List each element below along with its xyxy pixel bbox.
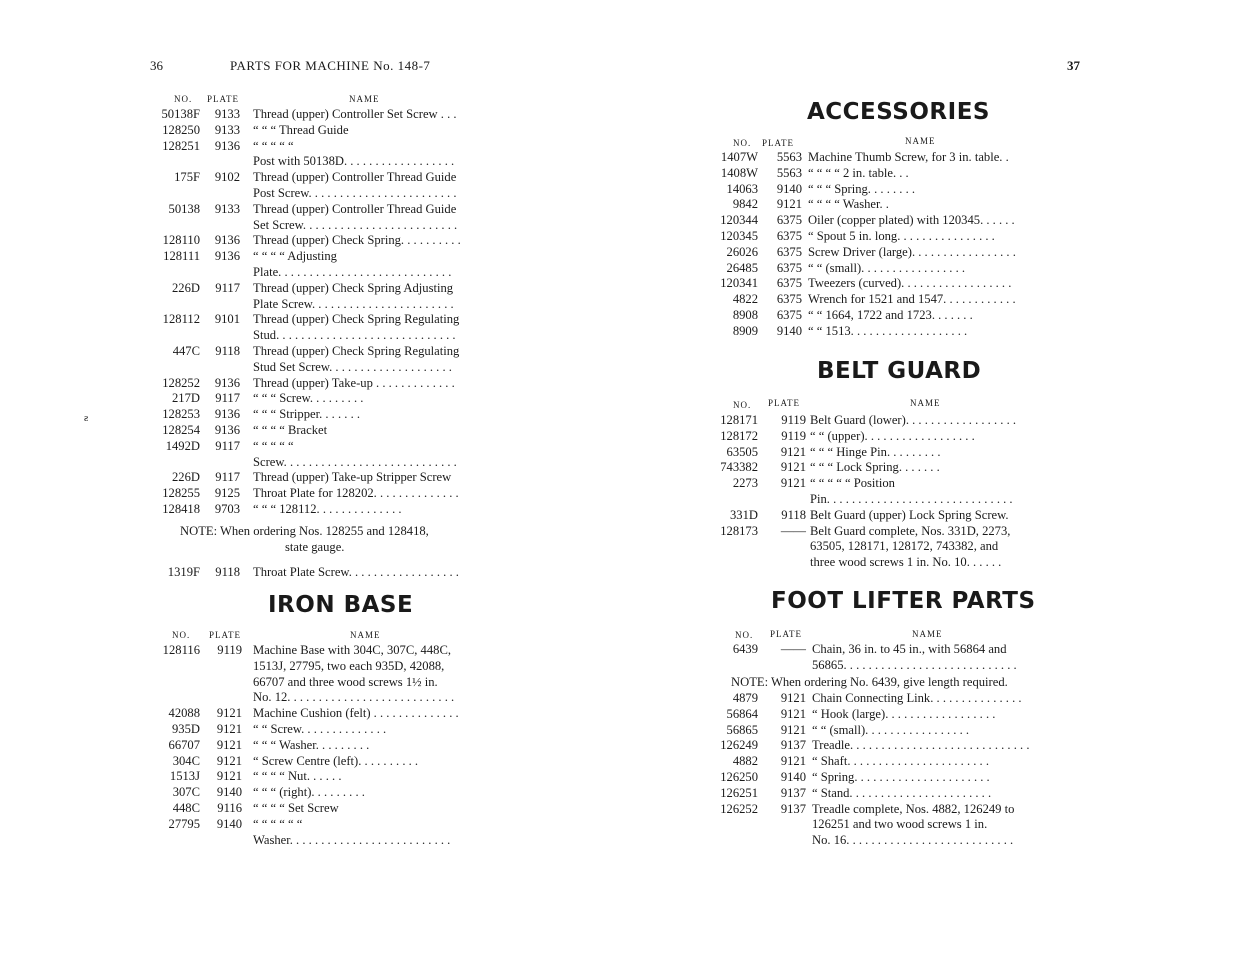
table-row xyxy=(150,328,490,344)
table-row xyxy=(150,785,490,801)
table-row xyxy=(708,833,1048,849)
part-number: 128255 xyxy=(162,486,200,501)
part-name: Plate Screw. . . . . . . . . . . . . . . . . . . . . . . xyxy=(253,296,454,311)
plate-number: 9136 xyxy=(214,249,240,264)
table-row xyxy=(708,429,1048,445)
belt-guard-col-plate: PLATE xyxy=(768,398,800,408)
column-header-plate: PLATE xyxy=(207,94,239,104)
part-number: 8908 xyxy=(732,307,758,322)
part-name: Washer. . . . . . . . . . . . . . . . . . . . . . . . . . xyxy=(253,832,451,847)
plate-number: 9133 xyxy=(214,107,240,121)
iron-base-col-no: NO. xyxy=(172,630,191,640)
plate-number: 9117 xyxy=(215,280,240,295)
table-row xyxy=(150,344,490,360)
part-name: “ “ “ 128112. . . . . . . . . . . . . . xyxy=(253,501,402,516)
part-name: “ “ “ Hinge Pin. . . . . . . . . xyxy=(810,444,941,459)
part-number: 128110 xyxy=(162,233,200,248)
part-name: “ “ “ “ “ Position xyxy=(810,476,895,491)
part-name: “ “ “ Thread Guide xyxy=(253,122,349,137)
part-number: 448C xyxy=(172,800,200,815)
heading-belt-guard: BELT GUARD xyxy=(817,358,982,384)
foot-lifter-list xyxy=(708,642,1048,674)
table-row xyxy=(150,376,490,392)
table-row xyxy=(150,754,490,770)
part-name: Stud Set Screw. . . . . . . . . . . . . . . . . . . . xyxy=(253,359,452,374)
part-number: 6439 xyxy=(732,642,758,656)
table-row xyxy=(150,202,490,218)
part-name: Machine Base with 304C, 307C, 448C, xyxy=(253,643,451,657)
plate-number: 9140 xyxy=(776,181,802,196)
part-number: 56865 xyxy=(726,722,758,737)
table-row xyxy=(708,150,1048,166)
plate-number: 9136 xyxy=(214,422,240,437)
part-name: Thread (upper) Check Spring Regulating xyxy=(253,312,460,327)
column-header-name: NAME xyxy=(349,94,380,104)
plate-number: 9121 xyxy=(776,197,802,212)
table-row xyxy=(150,233,490,249)
table-row xyxy=(708,492,1048,508)
part-name: “ “ “ Stripper. . . . . . . xyxy=(253,407,361,422)
accessories-col-name: NAME xyxy=(905,136,936,146)
table-row xyxy=(708,786,1048,802)
plate-number: —— xyxy=(780,642,806,656)
plate-number: 9121 xyxy=(780,691,806,705)
part-number: 128418 xyxy=(162,501,200,516)
belt-guard-list xyxy=(708,413,1048,571)
table-row xyxy=(150,123,490,139)
plate-number: 9703 xyxy=(214,501,240,516)
table-row xyxy=(708,707,1048,723)
table-row xyxy=(150,833,490,849)
part-name: Thread (upper) Controller Thread Guide xyxy=(253,201,457,216)
table-row xyxy=(150,281,490,297)
part-name: “ “ “ “ Adjusting xyxy=(253,249,337,264)
part-name: Post with 50138D. . . . . . . . . . . . . . . . . . xyxy=(253,154,455,169)
part-number: 128172 xyxy=(720,428,758,443)
part-number: 27795 xyxy=(168,816,200,831)
table-row xyxy=(150,312,490,328)
part-name: “ “ (small). . . . . . . . . . . . . . . . . xyxy=(808,260,966,275)
part-number: 128250 xyxy=(162,122,200,137)
running-head: PARTS FOR MACHINE No. 148-7 xyxy=(230,58,431,73)
part-number: 128112 xyxy=(162,312,200,327)
plate-number: 9136 xyxy=(214,407,240,422)
table-row xyxy=(150,170,490,186)
plate-number: 9118 xyxy=(781,507,806,522)
part-number: 226D xyxy=(172,470,200,485)
plate-number: 9136 xyxy=(214,233,240,248)
part-name: Machine Cushion (felt) . . . . . . . . . . . . . . xyxy=(253,706,459,721)
table-row xyxy=(708,817,1048,833)
plate-number: 9102 xyxy=(214,170,240,185)
table-row xyxy=(708,802,1048,818)
foot-lifter-col-plate: PLATE xyxy=(770,629,802,639)
part-name: three wood screws 1 in. No. 10. . . . . . xyxy=(810,555,1002,570)
table-row xyxy=(708,166,1048,182)
part-number: 126251 xyxy=(720,785,758,800)
plate-number: 9137 xyxy=(780,738,806,753)
table-row xyxy=(150,470,490,486)
table-row xyxy=(150,690,490,706)
part-name: Treadle. . . . . . . . . . . . . . . . . . . . . . . . . . . . . xyxy=(812,738,1030,753)
table-row xyxy=(708,308,1048,324)
part-name: Belt Guard (upper) Lock Spring Screw. xyxy=(810,507,1009,522)
part-number: 126249 xyxy=(720,738,758,753)
table-row xyxy=(708,770,1048,786)
table-row xyxy=(708,460,1048,476)
part-name: “ “ “ Washer. . . . . . . . . xyxy=(253,737,370,752)
table-row xyxy=(708,324,1048,340)
part-name: Pin. . . . . . . . . . . . . . . . . . . . . . . . . . . . . . xyxy=(810,491,1013,506)
table-row xyxy=(150,423,490,439)
plate-number: 6375 xyxy=(776,213,802,228)
parts-list-left xyxy=(150,107,490,518)
table-row xyxy=(708,524,1048,540)
table-row xyxy=(708,182,1048,198)
part-name: “ Hook (large). . . . . . . . . . . . . . . . . . xyxy=(812,706,996,721)
plate-number: 9121 xyxy=(780,444,806,459)
plate-number: 9121 xyxy=(780,476,806,491)
parts-list-left-extra xyxy=(150,565,490,581)
table-row xyxy=(150,154,490,170)
plate-number: 9121 xyxy=(780,460,806,475)
part-name: “ Stand. . . . . . . . . . . . . . . . . . . . . . . xyxy=(812,785,992,800)
part-name: “ “ “ “ 2 in. table. . . xyxy=(808,165,909,180)
plate-number: 9140 xyxy=(216,785,242,800)
table-row xyxy=(150,107,490,123)
plate-number: 9121 xyxy=(216,737,242,752)
heading-foot-lifter-parts: FOOT LIFTER PARTS xyxy=(771,588,1036,614)
plate-number: 9121 xyxy=(216,721,242,736)
plate-number: 9125 xyxy=(214,486,240,501)
table-row xyxy=(708,261,1048,277)
table-row xyxy=(150,675,490,691)
part-name: 1513J, 27795, two each 935D, 42088, xyxy=(253,658,445,673)
plate-number: 9133 xyxy=(214,122,240,137)
part-number: 128173 xyxy=(720,523,758,538)
part-number: 63505 xyxy=(726,444,758,459)
part-name: 56865. . . . . . . . . . . . . . . . . . . . . . . . . . . . xyxy=(812,657,1017,672)
part-name: Wrench for 1521 and 1547. . . . . . . . . . . . xyxy=(808,292,1016,307)
part-name: “ Spout 5 in. long. . . . . . . . . . . . . . . . xyxy=(808,228,995,243)
table-row xyxy=(150,439,490,455)
part-number: 1319F xyxy=(167,565,200,579)
part-name: No. 16. . . . . . . . . . . . . . . . . . . . . . . . . . . xyxy=(812,833,1014,848)
table-row xyxy=(708,738,1048,754)
table-row xyxy=(150,643,490,659)
part-name: Thread (upper) Take-up . . . . . . . . . . . . . xyxy=(253,375,455,390)
part-name: Thread (upper) Check Spring. . . . . . . . . . xyxy=(253,233,461,248)
part-number: 126250 xyxy=(720,769,758,784)
part-number: 217D xyxy=(172,391,200,406)
part-number: 743382 xyxy=(720,460,758,475)
column-header-no: NO. xyxy=(174,94,193,104)
plate-number: 9140 xyxy=(216,816,242,831)
heading-accessories: ACCESSORIES xyxy=(807,99,990,125)
part-name: “ “ 1513. . . . . . . . . . . . . . . . . . . xyxy=(808,323,968,338)
part-name: “ “ “ “ “ xyxy=(253,438,294,453)
table-row xyxy=(150,801,490,817)
part-name: “ “ “ “ “ “ xyxy=(253,816,303,831)
part-number: 1408W xyxy=(720,165,758,180)
iron-base-col-plate: PLATE xyxy=(209,630,241,640)
part-name: “ “ “ “ “ xyxy=(253,138,294,153)
table-row xyxy=(150,186,490,202)
part-number: 120341 xyxy=(720,276,758,291)
table-row xyxy=(708,658,1048,674)
part-number: 4822 xyxy=(732,292,758,307)
accessories-list xyxy=(708,150,1048,340)
part-number: 447C xyxy=(172,343,200,358)
table-row xyxy=(150,391,490,407)
table-row xyxy=(708,292,1048,308)
table-row xyxy=(708,642,1048,658)
part-number: 1407W xyxy=(720,150,758,164)
part-name: Chain Connecting Link. . . . . . . . . . . . . . . xyxy=(812,691,1022,705)
table-row xyxy=(150,407,490,423)
part-name: Tweezers (curved). . . . . . . . . . . . . . . . . . xyxy=(808,276,1012,291)
part-name: Thread (upper) Check Spring Regulating xyxy=(253,343,460,358)
heading-iron-base: IRON BASE xyxy=(268,592,414,618)
part-name: Machine Thumb Screw, for 3 in. table. . xyxy=(808,150,1009,164)
part-number: 8909 xyxy=(732,323,758,338)
table-row xyxy=(150,265,490,281)
foot-lifter-col-name: NAME xyxy=(912,629,943,639)
accessories-col-no: NO. xyxy=(733,138,752,148)
table-row xyxy=(708,445,1048,461)
plate-number: 6375 xyxy=(776,244,802,259)
part-name: “ “ (small). . . . . . . . . . . . . . . . . xyxy=(812,722,970,737)
part-name: 126251 and two wood screws 1 in. xyxy=(812,817,988,832)
plate-number: 9140 xyxy=(780,769,806,784)
plate-number: 9118 xyxy=(215,565,240,579)
table-row xyxy=(708,276,1048,292)
plate-number: 9119 xyxy=(781,428,806,443)
belt-guard-col-no: NO. xyxy=(733,400,752,410)
part-name: Stud. . . . . . . . . . . . . . . . . . . . . . . . . . . . . xyxy=(253,328,456,343)
table-row xyxy=(150,659,490,675)
part-name: “ “ 1664, 1722 and 1723. . . . . . . xyxy=(808,307,973,322)
plate-number: 9121 xyxy=(780,706,806,721)
plate-number: 9137 xyxy=(780,801,806,816)
part-number: 120344 xyxy=(720,213,758,228)
table-row xyxy=(708,555,1048,571)
part-number: 42088 xyxy=(168,706,200,721)
table-row xyxy=(708,213,1048,229)
part-name: Set Screw. . . . . . . . . . . . . . . . . . . . . . . . . xyxy=(253,217,458,232)
part-number: 128116 xyxy=(162,643,200,657)
part-name: No. 12. . . . . . . . . . . . . . . . . . . . . . . . . . . xyxy=(253,690,455,705)
part-number: 1513J xyxy=(169,769,200,784)
plate-number: 9121 xyxy=(780,722,806,737)
note-chain-length: NOTE: When ordering No. 6439, give length required. xyxy=(731,675,1008,689)
table-row xyxy=(708,508,1048,524)
part-number: 128251 xyxy=(162,138,200,153)
plate-number: 9121 xyxy=(216,706,242,721)
plate-number: 9118 xyxy=(215,343,240,358)
plate-number: 6375 xyxy=(776,260,802,275)
table-row xyxy=(708,754,1048,770)
table-row xyxy=(150,738,490,754)
part-name: Thread (upper) Take-up Stripper Screw xyxy=(253,470,452,485)
table-row xyxy=(150,502,490,518)
part-number: 128253 xyxy=(162,407,200,422)
table-row xyxy=(150,769,490,785)
part-number: 9842 xyxy=(732,197,758,212)
plate-number: 9136 xyxy=(214,375,240,390)
plate-number: 9117 xyxy=(215,391,240,406)
plate-number: 9137 xyxy=(780,785,806,800)
table-row xyxy=(708,413,1048,429)
plate-number: 6375 xyxy=(776,307,802,322)
part-number: 126252 xyxy=(720,801,758,816)
part-number: 128171 xyxy=(720,413,758,427)
part-number: 2273 xyxy=(732,476,758,491)
part-name: “ “ “ Screw. . . . . . . . . xyxy=(253,391,364,406)
plate-number: 9121 xyxy=(780,754,806,769)
foot-lifter-col-no: NO. xyxy=(735,630,754,640)
part-name: 66707 and three wood screws 1½ in. xyxy=(253,674,438,689)
plate-number: 6375 xyxy=(776,276,802,291)
plate-number: 5563 xyxy=(776,150,802,164)
part-name: Plate. . . . . . . . . . . . . . . . . . . . . . . . . . . . xyxy=(253,264,452,279)
part-name: “ “ “ “ Nut. . . . . . xyxy=(253,769,342,784)
foot-lifter-list-2 xyxy=(708,691,1048,849)
plate-number: 9136 xyxy=(214,138,240,153)
part-number: 14063 xyxy=(726,181,758,196)
part-name: Screw. . . . . . . . . . . . . . . . . . . . . . . . . . . . xyxy=(253,454,457,469)
part-number: 26485 xyxy=(726,260,758,275)
part-name: “ “ “ Spring. . . . . . . . xyxy=(808,181,916,196)
table-row xyxy=(150,218,490,234)
iron-base-list xyxy=(150,643,490,848)
part-name: “ Shaft. . . . . . . . . . . . . . . . . . . . . . . xyxy=(812,754,990,769)
part-number: 4882 xyxy=(732,754,758,769)
table-row xyxy=(150,360,490,376)
part-number: 4879 xyxy=(732,691,758,705)
part-number: 66707 xyxy=(168,737,200,752)
iron-base-col-name: NAME xyxy=(350,630,381,640)
part-number: 50138 xyxy=(168,201,200,216)
part-name: Treadle complete, Nos. 4882, 126249 to xyxy=(812,801,1015,816)
part-name: Post Screw. . . . . . . . . . . . . . . . . . . . . . . . xyxy=(253,185,457,200)
part-number: 304C xyxy=(172,753,200,768)
part-name: “ “ “ (right). . . . . . . . . xyxy=(253,785,365,800)
table-row xyxy=(150,565,490,581)
part-name: Screw Driver (large). . . . . . . . . . . . . . . . . xyxy=(808,244,1016,259)
table-row xyxy=(150,722,490,738)
part-name: Thread (upper) Controller Thread Guide xyxy=(253,170,457,185)
page-number-right: 37 xyxy=(1067,58,1080,73)
part-number: 120345 xyxy=(720,228,758,243)
part-name: “ Spring. . . . . . . . . . . . . . . . . . . . . . xyxy=(812,769,990,784)
part-number: 935D xyxy=(172,721,200,736)
part-name: “ “ “ Lock Spring. . . . . . . xyxy=(810,460,940,475)
note-gauge-cont: state gauge. xyxy=(285,540,345,554)
part-number: 128111 xyxy=(163,249,200,264)
plate-number: 5563 xyxy=(776,165,802,180)
table-row xyxy=(150,455,490,471)
plate-number: —— xyxy=(780,523,806,538)
part-name: Throat Plate for 128202. . . . . . . . . . . . . . xyxy=(253,486,459,501)
table-row xyxy=(150,817,490,833)
part-number: 128252 xyxy=(162,375,200,390)
part-name: Belt Guard complete, Nos. 331D, 2273, xyxy=(810,523,1011,538)
part-number: 56864 xyxy=(726,706,758,721)
part-name: Throat Plate Screw. . . . . . . . . . . . . . . . . . xyxy=(253,565,459,579)
margin-mark: ƨ xyxy=(84,412,89,424)
table-row xyxy=(708,723,1048,739)
part-name: Chain, 36 in. to 45 in., with 56864 and xyxy=(812,642,1007,656)
part-name: Thread (upper) Check Spring Adjusting xyxy=(253,280,454,295)
part-number: 1492D xyxy=(165,438,200,453)
plate-number: 9119 xyxy=(217,643,242,657)
plate-number: 6375 xyxy=(776,228,802,243)
table-row xyxy=(708,539,1048,555)
belt-guard-col-name: NAME xyxy=(910,398,941,408)
plate-number: 9121 xyxy=(216,753,242,768)
table-row xyxy=(150,706,490,722)
note-gauge: NOTE: When ordering Nos. 128255 and 128418, xyxy=(180,524,429,538)
part-number: 50138F xyxy=(161,107,200,121)
part-number: 307C xyxy=(172,785,200,800)
plate-number: 9117 xyxy=(215,470,240,485)
table-row xyxy=(708,245,1048,261)
part-name: “ “ Screw. . . . . . . . . . . . . . xyxy=(253,721,387,736)
part-name: Belt Guard (lower). . . . . . . . . . . . . . . . . . xyxy=(810,413,1017,427)
part-name: Oiler (copper plated) with 120345. . . . . . xyxy=(808,213,1015,228)
part-name: “ Screw Centre (left). . . . . . . . . . xyxy=(253,753,419,768)
table-row xyxy=(708,691,1048,707)
table-row xyxy=(708,229,1048,245)
part-name: “ “ “ “ Set Screw xyxy=(253,800,339,815)
page-number-left: 36 xyxy=(150,58,163,73)
plate-number: 9140 xyxy=(776,323,802,338)
part-name: “ “ “ “ Washer. . xyxy=(808,197,889,212)
table-row xyxy=(150,486,490,502)
part-name: Thread (upper) Controller Set Screw . . . xyxy=(253,107,457,121)
plate-number: 9121 xyxy=(216,769,242,784)
part-number: 175F xyxy=(174,170,200,185)
table-row xyxy=(150,297,490,313)
plate-number: 9117 xyxy=(215,438,240,453)
part-number: 226D xyxy=(172,280,200,295)
accessories-col-plate: PLATE xyxy=(762,138,794,148)
plate-number: 9101 xyxy=(214,312,240,327)
part-name: 63505, 128171, 128172, 743382, and xyxy=(810,539,999,554)
plate-number: 9119 xyxy=(781,413,806,427)
table-row xyxy=(150,249,490,265)
table-row xyxy=(708,476,1048,492)
table-row xyxy=(708,197,1048,213)
plate-number: 6375 xyxy=(776,292,802,307)
plate-number: 9133 xyxy=(214,201,240,216)
part-number: 128254 xyxy=(162,422,200,437)
table-row xyxy=(150,139,490,155)
plate-number: 9116 xyxy=(217,800,242,815)
part-number: 26026 xyxy=(726,244,758,259)
part-name: “ “ (upper). . . . . . . . . . . . . . . . . . xyxy=(810,428,975,443)
part-name: “ “ “ “ Bracket xyxy=(253,422,328,437)
part-number: 331D xyxy=(730,507,758,522)
